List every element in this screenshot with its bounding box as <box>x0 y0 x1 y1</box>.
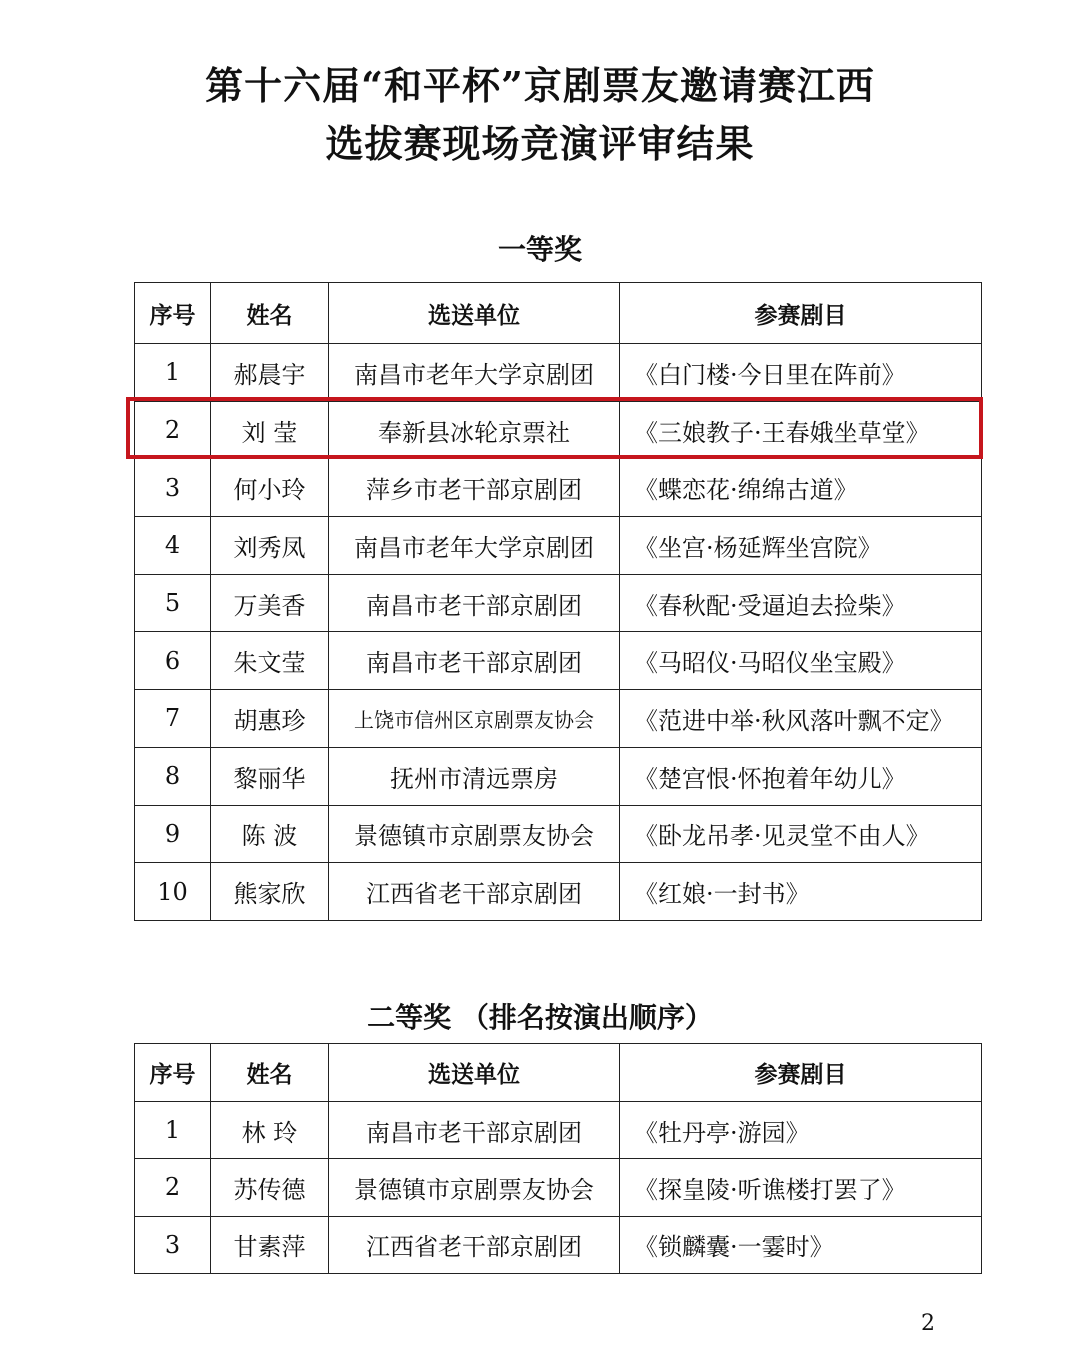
cell-name: 郝晨宇 <box>211 344 329 402</box>
cell-play: 《范进中举·秋风落叶飘不定》 <box>620 690 982 748</box>
cell-no: 1 <box>135 344 211 402</box>
header-unit: 选送单位 <box>329 1044 620 1102</box>
header-name: 姓名 <box>211 283 329 344</box>
cell-unit: 南昌市老干部京剧团 <box>329 1102 620 1159</box>
table-row <box>135 344 982 402</box>
cell-no: 8 <box>135 747 211 805</box>
table-row <box>135 459 982 517</box>
cell-unit: 南昌市老年大学京剧团 <box>329 517 620 575</box>
cell-play: 《牡丹亭·游园》 <box>620 1102 982 1159</box>
cell-play: 《锁麟囊·一霎时》 <box>620 1216 982 1273</box>
header-unit: 选送单位 <box>329 283 620 344</box>
cell-unit: 景德镇市京剧票友协会 <box>329 1159 620 1216</box>
cell-no: 3 <box>135 459 211 517</box>
table-row <box>135 863 982 921</box>
document-title-line1: 第十六届“和平杯”京剧票友邀请赛江西 <box>205 63 875 108</box>
cell-no: 10 <box>135 863 211 921</box>
cell-play: 《坐宫·杨延辉坐宫院》 <box>620 517 982 575</box>
cell-unit: 江西省老干部京剧团 <box>329 863 620 921</box>
table-row <box>135 632 982 690</box>
cell-unit: 萍乡市老干部京剧团 <box>329 459 620 517</box>
cell-name: 甘素萍 <box>211 1216 329 1273</box>
header-name: 姓名 <box>211 1044 329 1102</box>
cell-play: 《红娘·一封书》 <box>620 863 982 921</box>
table-header-row <box>135 1044 982 1102</box>
table-row <box>135 1216 982 1273</box>
cell-unit: 景德镇市京剧票友协会 <box>329 805 620 863</box>
cell-name: 黎丽华 <box>211 747 329 805</box>
cell-play: 《楚宫恨·怀抱着年幼儿》 <box>620 747 982 805</box>
first-prize-table <box>134 282 982 921</box>
header-no: 序号 <box>135 1044 211 1102</box>
table-row <box>135 517 982 575</box>
table-row <box>135 1102 982 1159</box>
cell-play: 《蝶恋花·绵绵古道》 <box>620 459 982 517</box>
cell-no: 1 <box>135 1102 211 1159</box>
page-number: 2 <box>921 1311 935 1336</box>
cell-unit: 抚州市清远票房 <box>329 747 620 805</box>
table-row <box>135 747 982 805</box>
cell-name: 何小玲 <box>211 459 329 517</box>
cell-no: 4 <box>135 517 211 575</box>
cell-name: 熊家欣 <box>211 863 329 921</box>
cell-unit: 南昌市老干部京剧团 <box>329 574 620 632</box>
cell-no: 3 <box>135 1216 211 1273</box>
header-play: 参赛剧目 <box>620 283 982 344</box>
cell-unit: 南昌市老年大学京剧团 <box>329 344 620 402</box>
cell-unit: 南昌市老干部京剧团 <box>329 632 620 690</box>
cell-no: 7 <box>135 690 211 748</box>
table-row <box>135 805 982 863</box>
cell-play: 《探皇陵·听谯楼打罢了》 <box>620 1159 982 1216</box>
document-title-line2: 选拔赛现场竞演评审结果 <box>325 121 755 166</box>
cell-name: 苏传德 <box>211 1159 329 1216</box>
cell-no: 6 <box>135 632 211 690</box>
cell-no: 9 <box>135 805 211 863</box>
cell-unit: 上饶市信州区京剧票友协会 <box>329 690 620 748</box>
first-prize-heading: 一等奖 <box>497 233 582 266</box>
table-row <box>135 690 982 748</box>
cell-play: 《白门楼·今日里在阵前》 <box>620 344 982 402</box>
cell-unit: 奉新县冰轮京票社 <box>329 401 620 459</box>
cell-name: 林 玲 <box>211 1102 329 1159</box>
cell-play: 《马昭仪·马昭仪坐宝殿》 <box>620 632 982 690</box>
second-prize-rows <box>135 1102 982 1274</box>
cell-unit: 江西省老干部京剧团 <box>329 1216 620 1273</box>
second-prize-heading: 二等奖 （排名按演出顺序） <box>367 1001 713 1034</box>
header-no: 序号 <box>135 283 211 344</box>
table-row <box>135 401 982 459</box>
header-play: 参赛剧目 <box>620 1044 982 1102</box>
cell-name: 胡惠珍 <box>211 690 329 748</box>
table-header-row <box>135 283 982 344</box>
table-row <box>135 1159 982 1216</box>
cell-name: 刘秀凤 <box>211 517 329 575</box>
first-prize-rows <box>135 344 982 921</box>
second-prize-table <box>134 1043 982 1274</box>
cell-play: 《三娘教子·王春娥坐草堂》 <box>620 401 982 459</box>
cell-name: 陈 波 <box>211 805 329 863</box>
cell-name: 朱文莹 <box>211 632 329 690</box>
cell-no: 2 <box>135 1159 211 1216</box>
cell-no: 5 <box>135 574 211 632</box>
table-row <box>135 574 982 632</box>
cell-play: 《卧龙吊孝·见灵堂不由人》 <box>620 805 982 863</box>
cell-name: 刘 莹 <box>211 401 329 459</box>
cell-play: 《春秋配·受逼迫去捡柴》 <box>620 574 982 632</box>
cell-name: 万美香 <box>211 574 329 632</box>
cell-no: 2 <box>135 401 211 459</box>
